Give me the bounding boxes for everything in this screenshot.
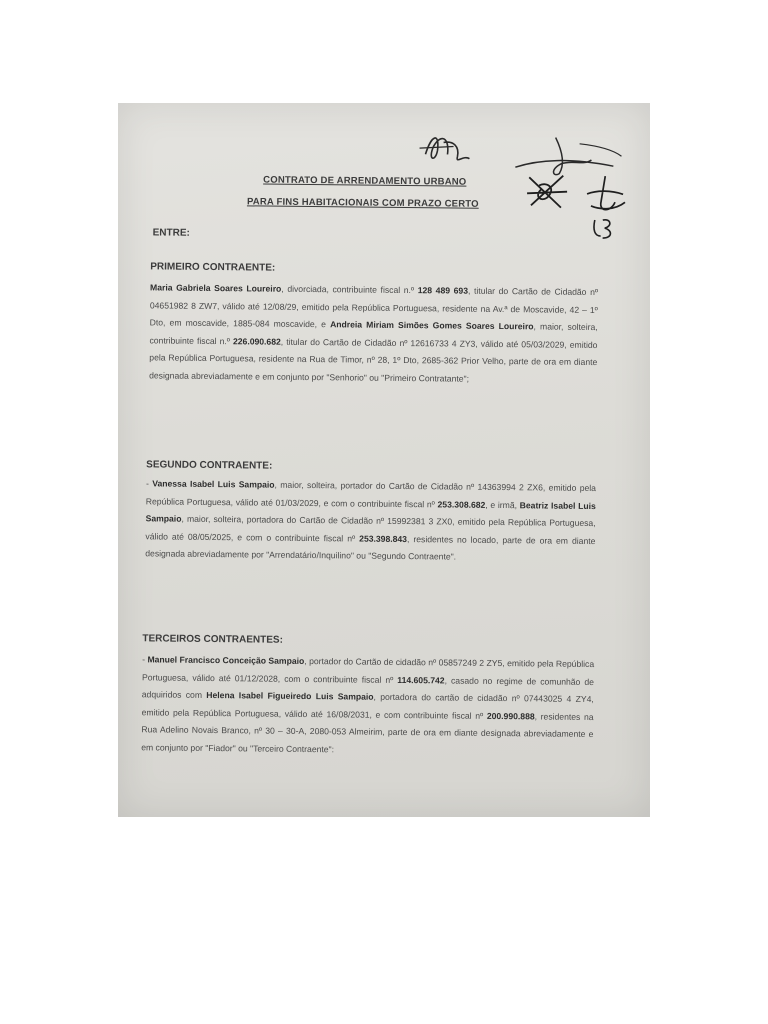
paragraph-text: , e irmã, <box>485 499 520 510</box>
entre-heading: ENTRE: <box>152 227 190 239</box>
terceiros-contraentes-paragraph <box>141 651 594 761</box>
paragraph-text: , maior, solteira, contribuinte fiscal n.º <box>149 321 598 346</box>
tax-number: 253.398.843 <box>359 533 408 544</box>
paragraph-text: , maior, solteira, portador do Cartão de Cidadão nº 14363994 2 ZX6, emitido pela República Portuguesa, válido até 01/03/2029, e com o contribuinte fiscal nº <box>145 479 597 509</box>
tax-number: 128 489 693 <box>417 285 469 296</box>
party-name: Andreia Miriam Simões Gomes Soares Loureiro <box>330 319 534 332</box>
paragraph-text: , casado no regime de comunhão de adquiridos com <box>141 675 595 701</box>
paragraph-text: , portador do Cartão de cidadão nº 05857249 2 ZY5, emitido pela República Portuguesa, válido até 01/12/2028, com o contribuinte fiscal nº <box>141 655 595 685</box>
tax-number: 226.090.682 <box>232 335 281 347</box>
paragraph-text: , titular do Cartão de Cidadão nº 12616733 4 ZY3, válido até 05/03/2029, emitido pela República Portuguesa, residente na Rua de Timor, nº 28, 1º Dto, 2685-362 Prior Velho, parte de ora em diante designada abreviadamente e em conjunto por "Senhorio" ou "Primeiro Contratante"; <box>149 336 598 384</box>
terceiros-contraentes-heading: TERCEIROS CONTRAENTES: <box>142 633 284 646</box>
party-name: Beatriz Isabel Luis Sampaio <box>145 499 596 524</box>
signature-3 <box>521 167 573 214</box>
signature-4 <box>581 172 631 217</box>
party-name: Helena Isabel Figueiredo Luis Sampaio <box>206 690 374 702</box>
paragraph-text: , divorciada, contribuinte fiscal n.º <box>281 283 418 296</box>
contract-page <box>118 103 650 817</box>
contract-title-line1: CONTRATO DE ARRENDAMENTO URBANO <box>263 174 467 188</box>
contract-title-line2: PARA FINS HABITACIONAIS COM PRAZO CERTO <box>246 196 479 210</box>
signature-initials-5 <box>589 214 619 242</box>
segundo-contraente-paragraph <box>145 475 596 568</box>
paragraph-text: , titular do Cartão de Cidadão nº 04651982 8 ZW7, válido até 12/08/29, emitido pela República Portuguesa, residente na Av.ª de Moscavide, 42 – 1º Dto, em moscavide, 1885-084 moscavide, e <box>149 285 599 330</box>
paragraph-text: , portadora do cartão de cidadão nº 07443025 4 ZY4, emitido pela República Portuguesa, válido até 16/08/2031, e com contribuinte fiscal nº <box>141 691 594 721</box>
party-name: Manuel Francisco Conceição Sampaio <box>147 654 305 666</box>
document-photo <box>118 103 650 817</box>
party-name: Maria Gabriela Soares Loureiro <box>150 282 282 294</box>
tax-number: 114.605.742 <box>397 674 445 686</box>
paragraph-text: , residentes no locado, parte de ora em diante designada abreviadamente por "Arrendatário/Inquilino" ou "Segundo Contraente". <box>145 533 596 562</box>
tax-number: 200.990.888 <box>486 710 535 722</box>
primeiro-contraente-paragraph <box>149 279 598 389</box>
tax-number: 253.308.682 <box>437 498 486 510</box>
paragraph-text: , maior, solteira, portadora do Cartão de Cidadão nº 15992381 3 ZX0, emitido pela República Portuguesa, válido até 08/05/2025, e com o contribuinte fiscal nº <box>145 513 596 544</box>
segundo-contraente-heading: SEGUNDO CONTRAENTE: <box>146 459 273 472</box>
signature-initials-1 <box>413 124 483 173</box>
list-dash: - <box>145 478 153 489</box>
paragraph-text: , residentes na Rua Adelino Novais Branco, nº 30 – 30-A, 2080-053 Almeirim, parte de ora em diante designada abreviadamente e em conjunto por "Fiador" ou "Terceiro Contraente": <box>141 711 594 755</box>
party-name: Vanessa Isabel Luis Sampaio <box>152 478 275 490</box>
list-dash: - <box>142 654 148 665</box>
primeiro-contraente-heading: PRIMEIRO CONTRAENTE: <box>150 261 276 274</box>
